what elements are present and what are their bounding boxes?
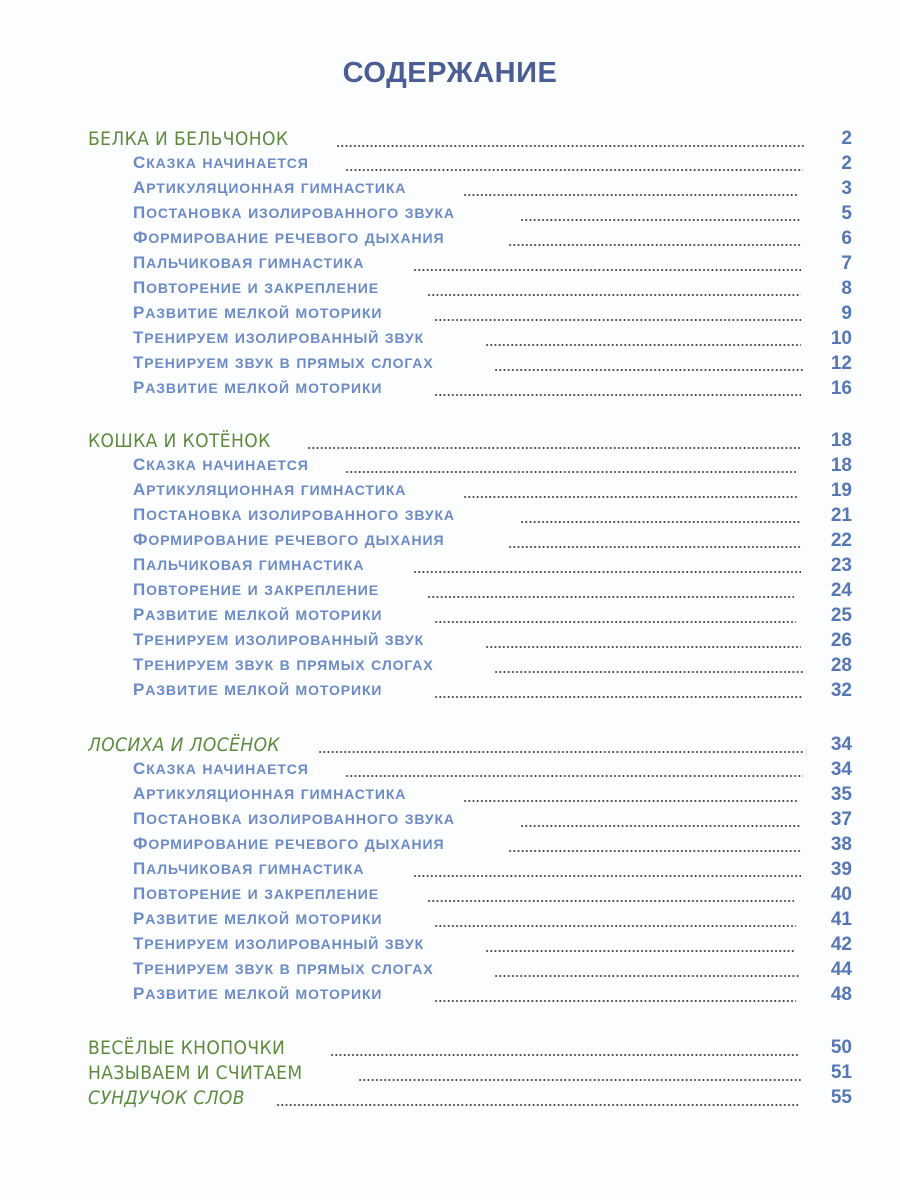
dot-leader xyxy=(520,825,801,827)
toc-entry[interactable] xyxy=(0,655,900,680)
page-number: 8 xyxy=(841,278,852,299)
toc-entry[interactable] xyxy=(0,505,900,530)
dot-leader xyxy=(434,621,796,623)
dot-leader xyxy=(434,925,796,927)
entry-title: РАЗВИТИЕ МЕЛКОЙ МОТОРИКИ xyxy=(133,605,383,624)
toc-entry[interactable] xyxy=(0,680,900,705)
dot-leader xyxy=(508,244,801,246)
page-number: 42 xyxy=(830,934,852,955)
entry-title: РАЗВИТИЕ МЕЛКОЙ МОТОРИКИ xyxy=(133,303,383,322)
section-title: НАЗЫВАЕМ И СЧИТАЕМ xyxy=(88,1062,303,1084)
page-number: 16 xyxy=(830,378,852,399)
dot-leader xyxy=(276,1104,798,1106)
toc-entry[interactable] xyxy=(0,278,900,303)
toc-section-losikha[interactable] xyxy=(0,734,900,759)
dot-leader xyxy=(307,447,801,449)
toc-extra-nazyvaem[interactable] xyxy=(0,1062,900,1087)
dot-leader xyxy=(413,269,801,271)
entry-title: РАЗВИТИЕ МЕЛКОЙ МОТОРИКИ xyxy=(133,680,383,699)
page-number: 48 xyxy=(830,984,852,1005)
dot-leader xyxy=(508,850,801,852)
toc-entry[interactable] xyxy=(0,253,900,278)
dot-leader xyxy=(463,800,799,802)
dot-leader xyxy=(520,219,801,221)
toc-entry[interactable] xyxy=(0,859,900,884)
entry-title: СКАЗКА НАЧИНАЕТСЯ xyxy=(133,455,309,474)
entry-title: АРТИКУЛЯЦИОННАЯ ГИМНАСТИКА xyxy=(133,784,407,803)
page-number: 37 xyxy=(830,809,852,830)
toc-entry[interactable] xyxy=(0,809,900,834)
toc-entry[interactable] xyxy=(0,530,900,555)
page-number: 55 xyxy=(830,1087,852,1108)
page-number: 34 xyxy=(830,759,852,780)
toc-entry[interactable] xyxy=(0,228,900,253)
dot-leader xyxy=(463,496,799,498)
entry-title: ПОСТАНОВКА ИЗОЛИРОВАННОГО ЗВУКА xyxy=(133,203,455,222)
toc-extra-knopochki[interactable] xyxy=(0,1037,900,1062)
toc-entry[interactable] xyxy=(0,455,900,480)
page-number: 25 xyxy=(830,605,852,626)
toc-section-belka[interactable] xyxy=(0,128,900,153)
toc-entry[interactable] xyxy=(0,203,900,228)
entry-title: ТРЕНИРУЕМ ЗВУК В ПРЯМЫХ СЛОГАХ xyxy=(133,959,434,978)
page-number: 6 xyxy=(841,228,852,249)
entry-title: ПОВТОРЕНИЕ И ЗАКРЕПЛЕНИЕ xyxy=(133,278,379,297)
entry-title: ТРЕНИРУЕМ ИЗОЛИРОВАННЫЙ ЗВУК xyxy=(133,630,425,649)
dot-leader xyxy=(330,1054,798,1056)
dot-leader xyxy=(427,294,801,296)
page-number: 51 xyxy=(830,1062,852,1083)
section-title: КОШКА И КОТЁНОК xyxy=(88,430,271,452)
entry-title: ТРЕНИРУЕМ ЗВУК В ПРЯМЫХ СЛОГАХ xyxy=(133,655,434,674)
toc-entry[interactable] xyxy=(0,759,900,784)
page-number: 28 xyxy=(830,655,852,676)
dot-leader xyxy=(434,696,803,698)
toc-entry[interactable] xyxy=(0,353,900,378)
dot-leader xyxy=(508,546,801,548)
page-number: 7 xyxy=(841,253,852,274)
toc-entry[interactable] xyxy=(0,909,900,934)
dot-leader xyxy=(413,875,801,877)
entry-title: ТРЕНИРУЕМ ЗВУК В ПРЯМЫХ СЛОГАХ xyxy=(133,353,434,372)
page-number: 2 xyxy=(841,128,852,149)
entry-title: АРТИКУЛЯЦИОННАЯ ГИМНАСТИКА xyxy=(133,178,407,197)
toc-entry[interactable] xyxy=(0,580,900,605)
page-number: 26 xyxy=(830,630,852,651)
entry-title: РАЗВИТИЕ МЕЛКОЙ МОТОРИКИ xyxy=(133,378,383,397)
toc-entry[interactable] xyxy=(0,784,900,809)
dot-leader xyxy=(336,145,804,147)
dot-leader xyxy=(494,369,803,371)
page-number: 10 xyxy=(830,328,852,349)
dot-leader xyxy=(345,169,803,171)
section-title: ВЕСЁЛЫЕ КНОПОЧКИ xyxy=(88,1037,286,1059)
toc-entry[interactable] xyxy=(0,153,900,178)
page-number: 21 xyxy=(830,505,852,526)
entry-title: ПАЛЬЧИКОВАЯ ГИМНАСТИКА xyxy=(133,253,365,272)
page-number: 50 xyxy=(830,1037,852,1058)
page-number: 40 xyxy=(830,884,852,905)
toc-entry[interactable] xyxy=(0,959,900,984)
toc-entry[interactable] xyxy=(0,480,900,505)
page-number: 23 xyxy=(830,555,852,576)
dot-leader xyxy=(494,671,803,673)
toc-extra-sunduchok[interactable] xyxy=(0,1087,900,1112)
dot-leader xyxy=(434,394,801,396)
toc-entry[interactable] xyxy=(0,303,900,328)
entry-title: ФОРМИРОВАНИЕ РЕЧЕВОГО ДЫХАНИЯ xyxy=(133,834,445,853)
page-number: 5 xyxy=(841,203,852,224)
page-title: СОДЕРЖАНИЕ xyxy=(342,57,558,89)
entry-title: ПОСТАНОВКА ИЗОЛИРОВАННОГО ЗВУКА xyxy=(133,809,455,828)
dot-leader xyxy=(485,950,794,952)
dot-leader xyxy=(434,1000,796,1002)
entry-title: РАЗВИТИЕ МЕЛКОЙ МОТОРИКИ xyxy=(133,984,383,1003)
entry-title: ПОВТОРЕНИЕ И ЗАКРЕПЛЕНИЕ xyxy=(133,884,379,903)
dot-leader xyxy=(494,975,799,977)
section-title: СУНДУЧОК СЛОВ xyxy=(88,1087,245,1109)
page-number: 34 xyxy=(830,734,852,755)
dot-leader xyxy=(427,596,794,598)
page-number: 18 xyxy=(830,455,852,476)
entry-title: РАЗВИТИЕ МЕЛКОЙ МОТОРИКИ xyxy=(133,909,383,928)
entry-title: ПАЛЬЧИКОВАЯ ГИМНАСТИКА xyxy=(133,859,365,878)
dot-leader xyxy=(485,646,801,648)
page-number: 3 xyxy=(841,178,852,199)
toc-section-koshka[interactable] xyxy=(0,430,900,455)
entry-title: ТРЕНИРУЕМ ИЗОЛИРОВАННЫЙ ЗВУК xyxy=(133,934,425,953)
dot-leader xyxy=(485,344,801,346)
toc-entry[interactable] xyxy=(0,630,900,655)
dot-leader xyxy=(413,571,801,573)
page-number: 41 xyxy=(830,909,852,930)
toc-entry[interactable] xyxy=(0,555,900,580)
entry-title: ПАЛЬЧИКОВАЯ ГИМНАСТИКА xyxy=(133,555,365,574)
toc-entry[interactable] xyxy=(0,328,900,353)
entry-title: ТРЕНИРУЕМ ИЗОЛИРОВАННЫЙ ЗВУК xyxy=(133,328,425,347)
page-number: 22 xyxy=(830,530,852,551)
dot-leader xyxy=(520,521,801,523)
page-number: 2 xyxy=(841,153,852,174)
toc-entry[interactable] xyxy=(0,884,900,909)
dot-leader xyxy=(463,194,799,196)
page-number: 38 xyxy=(830,834,852,855)
toc-entry[interactable] xyxy=(0,934,900,959)
toc-entry[interactable] xyxy=(0,834,900,859)
entry-title: ПОСТАНОВКА ИЗОЛИРОВАННОГО ЗВУКА xyxy=(133,505,455,524)
page-number: 9 xyxy=(841,303,852,324)
page-number: 32 xyxy=(830,680,852,701)
dot-leader xyxy=(318,751,803,753)
page-number: 12 xyxy=(830,353,852,374)
entry-title: СКАЗКА НАЧИНАЕТСЯ xyxy=(133,759,309,778)
toc-entry[interactable] xyxy=(0,605,900,630)
section-title: ЛОСИХА И ЛОСЁНОК xyxy=(88,734,280,756)
toc-entry[interactable] xyxy=(0,378,900,403)
section-title: БЕЛКА И БЕЛЬЧОНОК xyxy=(88,128,289,150)
page-number: 24 xyxy=(830,580,852,601)
dot-leader xyxy=(434,319,803,321)
entry-title: АРТИКУЛЯЦИОННАЯ ГИМНАСТИКА xyxy=(133,480,407,499)
page-number: 44 xyxy=(830,959,852,980)
page-number: 18 xyxy=(830,430,852,451)
toc-entry[interactable] xyxy=(0,178,900,203)
dot-leader xyxy=(345,775,803,777)
dot-leader xyxy=(358,1079,801,1081)
page-number: 19 xyxy=(830,480,852,501)
page-number: 35 xyxy=(830,784,852,805)
entry-title: ФОРМИРОВАНИЕ РЕЧЕВОГО ДЫХАНИЯ xyxy=(133,530,445,549)
entry-title: ПОВТОРЕНИЕ И ЗАКРЕПЛЕНИЕ xyxy=(133,580,379,599)
toc-entry[interactable] xyxy=(0,984,900,1009)
dot-leader xyxy=(427,900,794,902)
entry-title: СКАЗКА НАЧИНАЕТСЯ xyxy=(133,153,309,172)
entry-title: ФОРМИРОВАНИЕ РЕЧЕВОГО ДЫХАНИЯ xyxy=(133,228,445,247)
dot-leader xyxy=(345,471,796,473)
page-number: 39 xyxy=(830,859,852,880)
